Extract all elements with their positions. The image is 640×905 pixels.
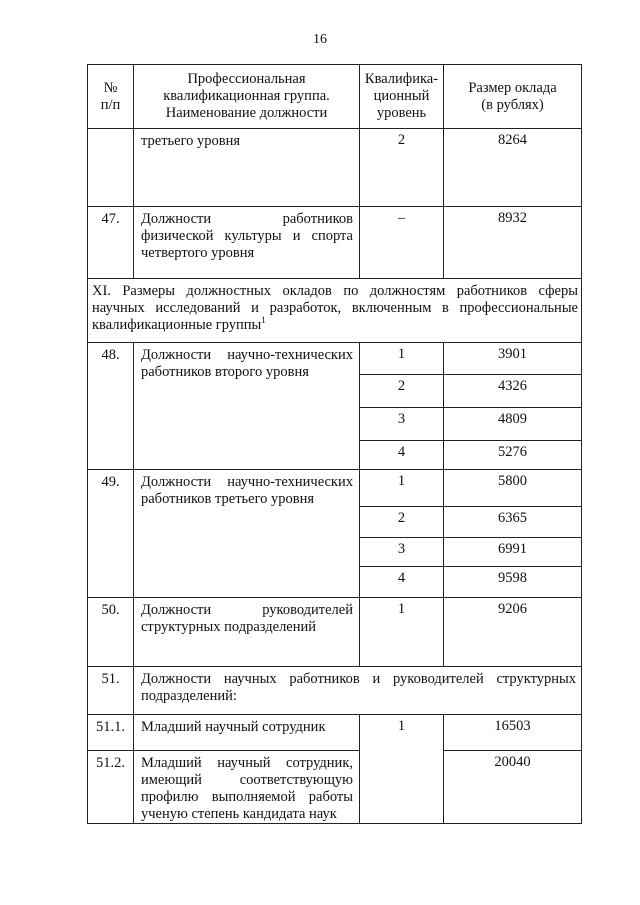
row-level: 2 [360, 129, 444, 207]
table-header-row [88, 65, 582, 129]
row-salary: 8264 [444, 129, 582, 207]
section-heading-row [88, 279, 582, 343]
table-row [88, 207, 582, 279]
row-salary: 8932 [444, 207, 582, 279]
row-level: – [360, 207, 444, 279]
row-level: 2 [360, 375, 444, 408]
header-num-text: № п/п [100, 79, 121, 113]
table-row [88, 667, 582, 715]
row-name: Должности руководителей структурных подразделений [134, 598, 360, 667]
row-level: 4 [360, 567, 444, 598]
row-salary: 20040 [444, 751, 582, 824]
row-salary: 5276 [444, 441, 582, 470]
row-salary: 9206 [444, 598, 582, 667]
row-salary: 3901 [444, 343, 582, 375]
row-name: Должности работников физической культуры и спорта четвертого уровня [134, 207, 360, 279]
table-row [88, 470, 582, 507]
row-name: третьего уровня [134, 129, 360, 207]
row-name: Младший научный сотрудник, имеющий соответствующую профилю выполняемой работы ученую степень кандидата наук [134, 751, 360, 824]
table-row [88, 598, 582, 667]
row-level: 1 [360, 715, 444, 824]
row-level: 1 [360, 343, 444, 375]
row-salary: 5800 [444, 470, 582, 507]
header-group-text: Профессиональная квалификационная группа. Наименование должности [163, 71, 330, 121]
row-level: 3 [360, 538, 444, 567]
table-row [88, 715, 582, 751]
header-level-text: Квалифика- ционный уровень [364, 71, 439, 121]
page-number: 16 [313, 32, 327, 47]
row-number: 51. [88, 667, 134, 715]
row-number: 51.1. [88, 715, 134, 751]
row-salary: 16503 [444, 715, 582, 751]
row-number: 47. [88, 207, 134, 279]
row-number: 48. [88, 343, 134, 470]
row-level: 1 [360, 470, 444, 507]
table-row [88, 129, 582, 207]
header-group [134, 65, 360, 129]
salary-table [87, 64, 582, 824]
footnote-marker: 1 [261, 315, 266, 326]
section-title-text: XI. Размеры должностных окладов по должностям работников сферы научных исследований и разработок, включенным в профессиональные квалификационные группы [92, 283, 578, 333]
row-number: 49. [88, 470, 134, 598]
row-salary: 4326 [444, 375, 582, 408]
table-row [88, 751, 582, 824]
row-salary: 4809 [444, 408, 582, 441]
row-name: Младший научный сотрудник [134, 715, 360, 751]
row-name: Должности научно-технических работников третьего уровня [134, 470, 360, 598]
section-heading [88, 279, 582, 343]
row-name: Должности научных работников и руководителей структурных подразделений: [134, 667, 582, 715]
row-number: 50. [88, 598, 134, 667]
header-num [88, 65, 134, 129]
row-name: Должности научно-технических работников второго уровня [134, 343, 360, 470]
row-level: 1 [360, 598, 444, 667]
row-number [88, 129, 134, 207]
header-level [360, 65, 444, 129]
header-salary [444, 65, 582, 129]
row-salary: 6991 [444, 538, 582, 567]
row-level: 3 [360, 408, 444, 441]
row-salary: 9598 [444, 567, 582, 598]
row-level: 2 [360, 507, 444, 538]
table-row [88, 343, 582, 375]
header-salary-text: Размер оклада (в рублях) [468, 79, 557, 113]
row-level: 4 [360, 441, 444, 470]
row-number: 51.2. [88, 751, 134, 824]
row-salary: 6365 [444, 507, 582, 538]
